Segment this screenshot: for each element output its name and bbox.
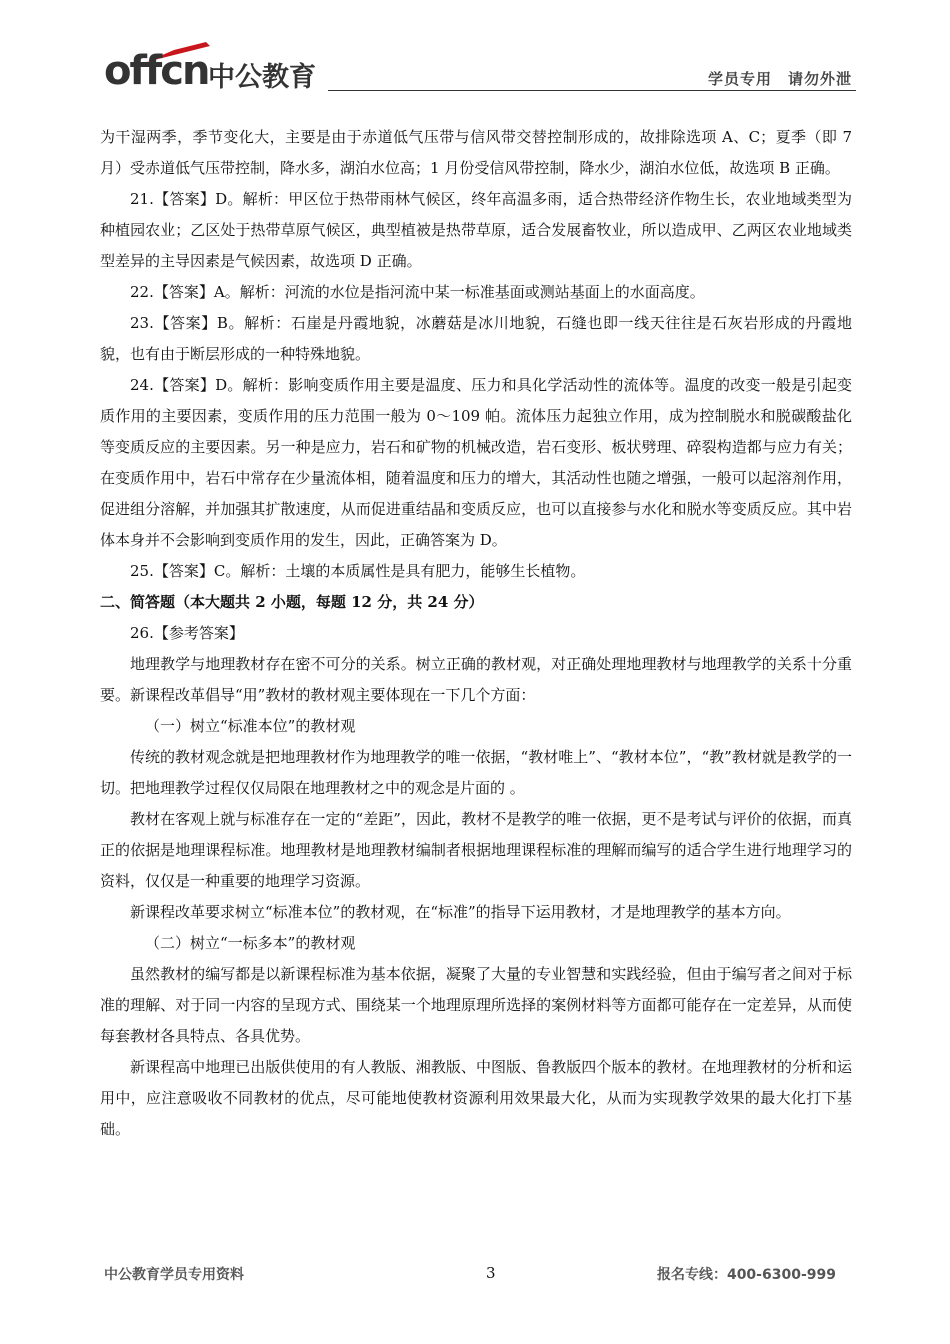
paragraph-continued: 为干湿两季，季节变化大，主要是由于赤道低气压带与信风带交替控制形成的，故排除选项 A、C；夏季（即 7 月）受赤道低气压带控制，降水多，湖泊水位高；1 月份受信风带控制，降水少，湖泊水位低，故选项 B 正确。 — [100, 128, 852, 177]
logo-chinese-name: 中公教育 — [208, 62, 316, 93]
header-divider — [328, 90, 856, 91]
footer-hotline: 报名专线：400-6300-999 — [656, 1267, 836, 1283]
paragraph: 传统的教材观念就是把地理教材作为地理教学的唯一依据，“教材唯上”、“教材本位”，“教”教材就是教学的一切。把地理教学过程仅仅局限在地理教材之中的观念是片面的 。 — [100, 748, 852, 797]
answer-21: 21.【答案】D。解析：甲区位于热带雨林气候区，终年高温多雨，适合热带经济作物生长，农业地域类型为种植园农业；乙区处于热带草原气候区，典型植被是热带草原，适合发展畜牧业，所以造成甲、乙两区农业地域类型差异的主导因素是气候因素，故选项 D 正确。 — [100, 190, 852, 270]
answer-26-intro: 地理教学与地理教材存在密不可分的关系。树立正确的教材观，对正确处理地理教材与地理教学的关系十分重要。新课程改革倡导“用”教材的教材观主要体现在一下几个方面： — [100, 655, 852, 704]
page-header — [96, 40, 856, 100]
paragraph: 虽然教材的编写都是以新课程标准为基本依据，凝聚了大量的专业智慧和实践经验，但由于编写者之间对于标准的理解、对于同一内容的呈现方式、围绕某一个地理原理所选择的案例材料等方面都可能存在一定差异，从而使每套教材各具特点、各具优势。 — [100, 965, 852, 1045]
subheading-2: （二）树立“一标多本”的教材观 — [145, 934, 356, 952]
header-tagline: 学员专用 请勿外泄 — [707, 70, 852, 88]
page-number: 3 — [486, 1264, 496, 1282]
logo-wordmark: offcn — [104, 48, 209, 94]
footer-source: 中公教育学员专用资料 — [104, 1267, 244, 1283]
answer-25: 25.【答案】C。解析：土壤的本质属性是具有肥力，能够生长植物。 — [130, 562, 586, 580]
answer-26-label: 26.【参考答案】 — [130, 624, 244, 642]
paragraph: 新课程改革要求树立“标准本位”的教材观，在“标准”的指导下运用教材，才是地理教学的基本方向。 — [130, 903, 791, 921]
document-body — [100, 122, 852, 1145]
section-heading: 二、简答题（本大题共 2 小题，每题 12 分，共 24 分） — [100, 593, 484, 611]
answer-23: 23.【答案】B。解析：石崖是丹霞地貌，冰蘑菇是冰川地貌，石缝也即一线天往往是石灰岩形成的丹霞地貌，也有由于断层形成的一种特殊地貌。 — [100, 314, 852, 363]
answer-22: 22.【答案】A。解析：河流的水位是指河流中某一标准基面或测站基面上的水面高度。 — [130, 283, 705, 301]
subheading-1: （一）树立“标准本位”的教材观 — [145, 717, 356, 735]
answer-24: 24.【答案】D。解析：影响变质作用主要是温度、压力和具化学活动性的流体等。温度的改变一般是引起变质作用的主要因素，变质作用的压力范围一般为 0～109 帕。流体压力起独立作用，成为控制脱水和脱碳酸盐化等变质反应的主要因素。另一种是应力，岩石和矿物的机械改造，岩石变形、板状劈理、碎裂构造都与应力有关；在变质作用中，岩石中常存在少量流体相，随着温度和压力的增大，其活动性也随之增强，一般可以起溶剂作用，促进组分溶解，并加强其扩散速度，从而促进重结晶和变质反应，也可以直接参与水化和脱水等变质反应。其中岩体本身并不会影响到变质作用的发生，因此，正确答案为 D。 — [100, 376, 852, 549]
paragraph: 新课程高中地理已出版供使用的有人教版、湘教版、中图版、鲁教版四个版本的教材。在地理教材的分析和运用中，应注意吸收不同教材的优点，尽可能地使教材资源利用效果最大化，从而为实现教学效果的最大化打下基础。 — [100, 1058, 852, 1138]
page-footer — [104, 1264, 836, 1288]
paragraph: 教材在客观上就与标准存在一定的“差距”，因此，教材不是教学的唯一依据，更不是考试与评价的依据，而真正的依据是地理课程标准。地理教材是地理教材编制者根据地理课程标准的理解而编写的适合学生进行地理学习的资料，仅仅是一种重要的地理学习资源。 — [100, 810, 852, 890]
